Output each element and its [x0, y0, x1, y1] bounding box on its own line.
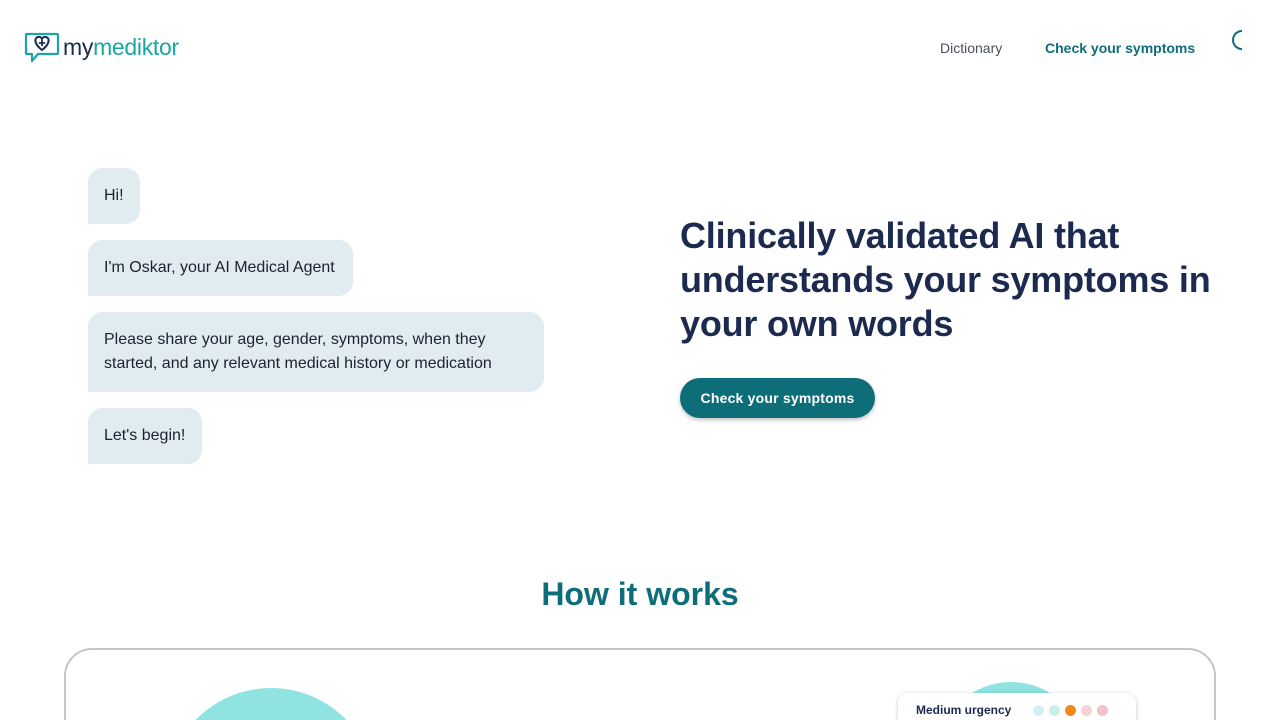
check-symptoms-button[interactable]: Check your symptoms	[680, 378, 875, 418]
chat-bubble: Hi!	[88, 168, 140, 224]
chat-bubble: Let's begin!	[88, 408, 202, 464]
urgency-dot	[1033, 705, 1044, 716]
chat-bubble: Please share your age, gender, symptoms, when they started, and any relevant medical history or medication	[88, 312, 544, 392]
chat-heart-plus-icon	[24, 31, 60, 65]
urgency-dot	[1049, 705, 1060, 716]
how-it-works-card	[64, 648, 1216, 720]
urgency-dot	[1065, 705, 1076, 716]
site-header	[0, 0, 1280, 96]
how-it-works-title: How it works	[541, 576, 739, 612]
urgency-label: Medium urgency	[916, 703, 1012, 717]
logo-wordmark: mymediktor	[63, 33, 179, 60]
urgency-dot	[1097, 705, 1108, 716]
nav-check-symptoms-link[interactable]: Check your symptoms	[1045, 40, 1196, 56]
nav-dictionary-link[interactable]: Dictionary	[940, 40, 1003, 56]
mymediktor-logo[interactable]	[24, 31, 179, 65]
chat-bubble: I'm Oskar, your AI Medical Agent	[88, 240, 353, 296]
decorative-circle	[166, 688, 376, 720]
hero-title: Clinically validated AI that understands your symptoms in your own words	[680, 215, 1211, 344]
urgency-indicator	[898, 693, 1136, 720]
loading-spinner-icon	[1231, 29, 1253, 51]
urgency-level-dots	[1033, 705, 1108, 716]
urgency-dot	[1081, 705, 1092, 716]
